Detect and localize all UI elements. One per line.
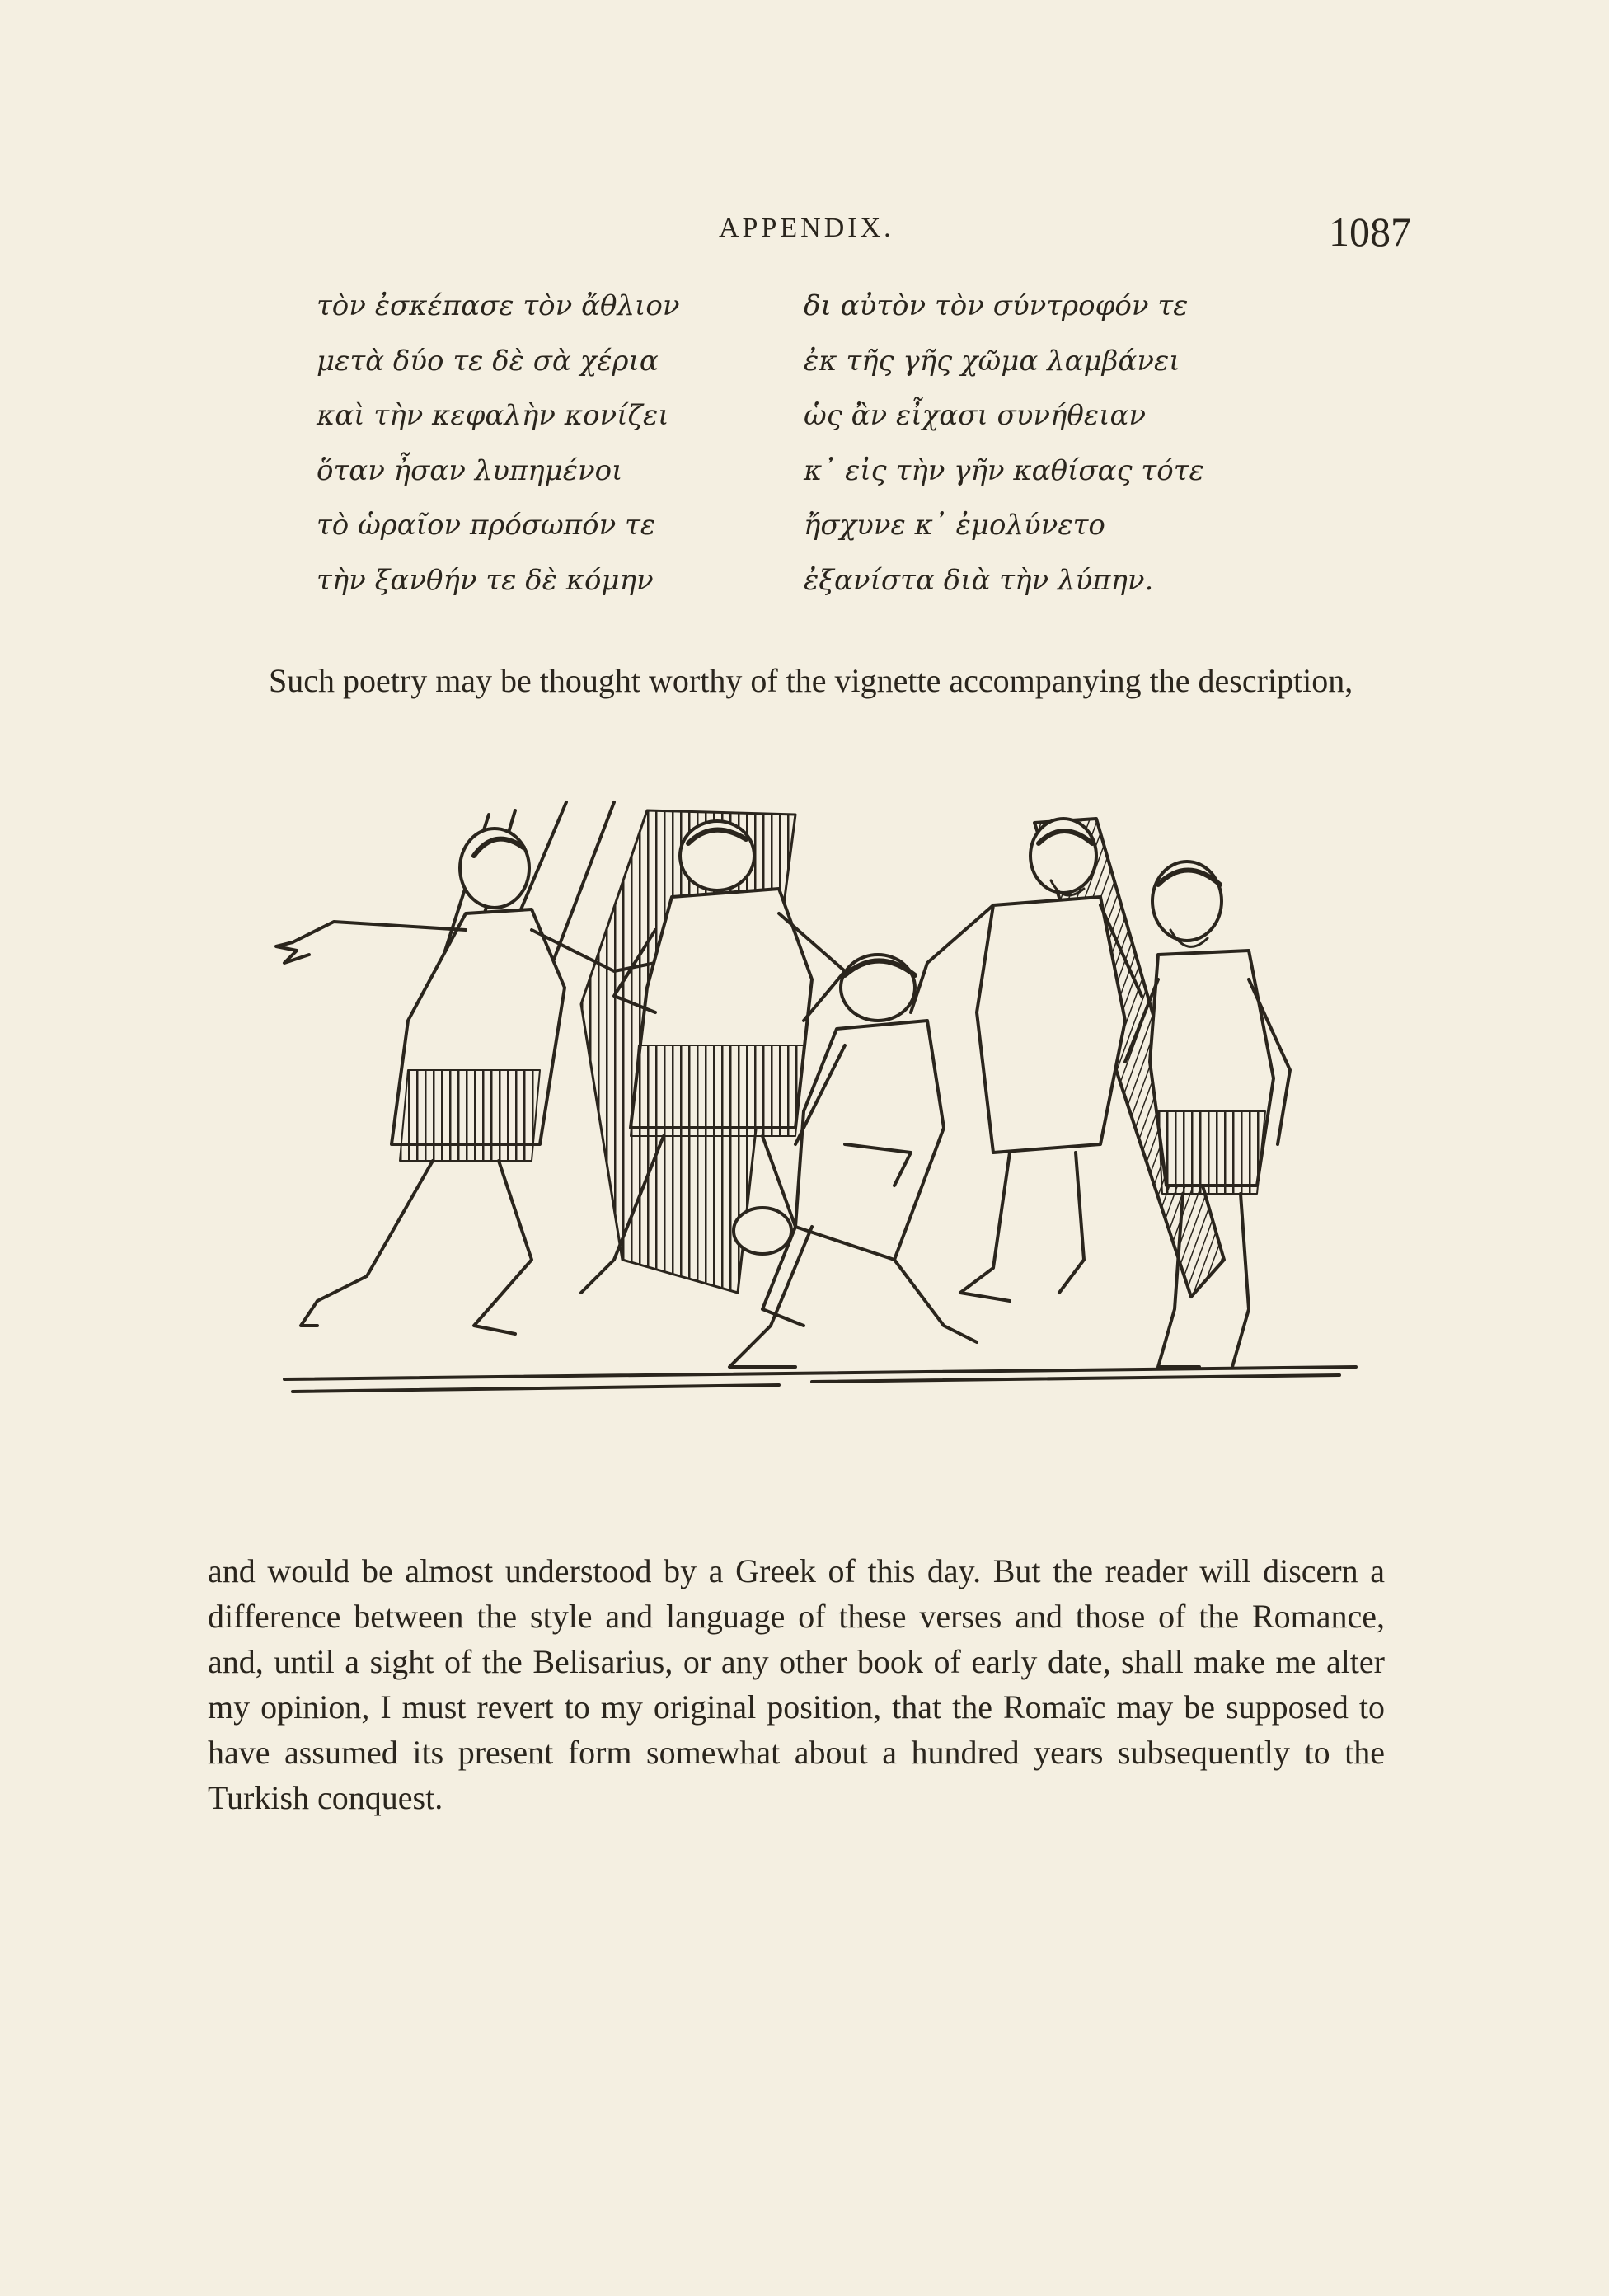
verse-column-right bbox=[804, 279, 1265, 608]
main-paragraph: and would be almost understood by a Greek of this day. But the reader will discern a difference between the style and language of these verses and those of the Romance, and, until a sight of the Belisarius, or any other book of early date, shall make me alter my opinion, I must revert to my original position, that the Romaïc may be supposed to have assumed its present form somewhat about a hundred years subsequently to the Turkish conquest. bbox=[208, 1552, 1385, 1816]
verse-line: ἐξανίστα διὰ τὴν λύπην. bbox=[804, 563, 1154, 597]
intro-paragraph: Such poetry may be thought worthy of the vignette accompanying the description, bbox=[269, 662, 1353, 699]
running-head: APPENDIX. bbox=[719, 213, 894, 243]
verse-line: κ᾽ εἰς τὴν γῆν καθίσας τότε bbox=[804, 453, 1204, 487]
verse-line: ἐκ τῆς γῆς χῶμα λαμβάνει bbox=[804, 344, 1180, 378]
woodcut-vignette bbox=[268, 798, 1364, 1425]
verse-line: ὡς ἂν εἶχασι συνήθειαν bbox=[804, 399, 1147, 432]
verse-line: ἤσχυνε κ᾽ ἐμολύνετο bbox=[804, 509, 1105, 542]
verse-line: ὅταν ἦσαν λυπημένοι bbox=[317, 453, 623, 487]
page-number: 1087 bbox=[1329, 209, 1411, 255]
verse-line: μετὰ δύο τε δὲ σὰ χέρια bbox=[317, 344, 659, 378]
verse-line: τὸν ἐσκέπασε τὸν ἄθλιον bbox=[317, 289, 680, 322]
verse-line: καὶ τὴν κεφαλὴν κονίζει bbox=[317, 399, 669, 432]
verse-column-left bbox=[317, 279, 778, 608]
verse-line: τὴν ξανθήν τε δὲ κόμην bbox=[317, 563, 654, 597]
verse-line: τὸ ὡραῖον πρόσωπόν τε bbox=[317, 509, 656, 542]
verse-line: δι αὐτὸν τὸν σύντροφόν τε bbox=[804, 289, 1189, 322]
